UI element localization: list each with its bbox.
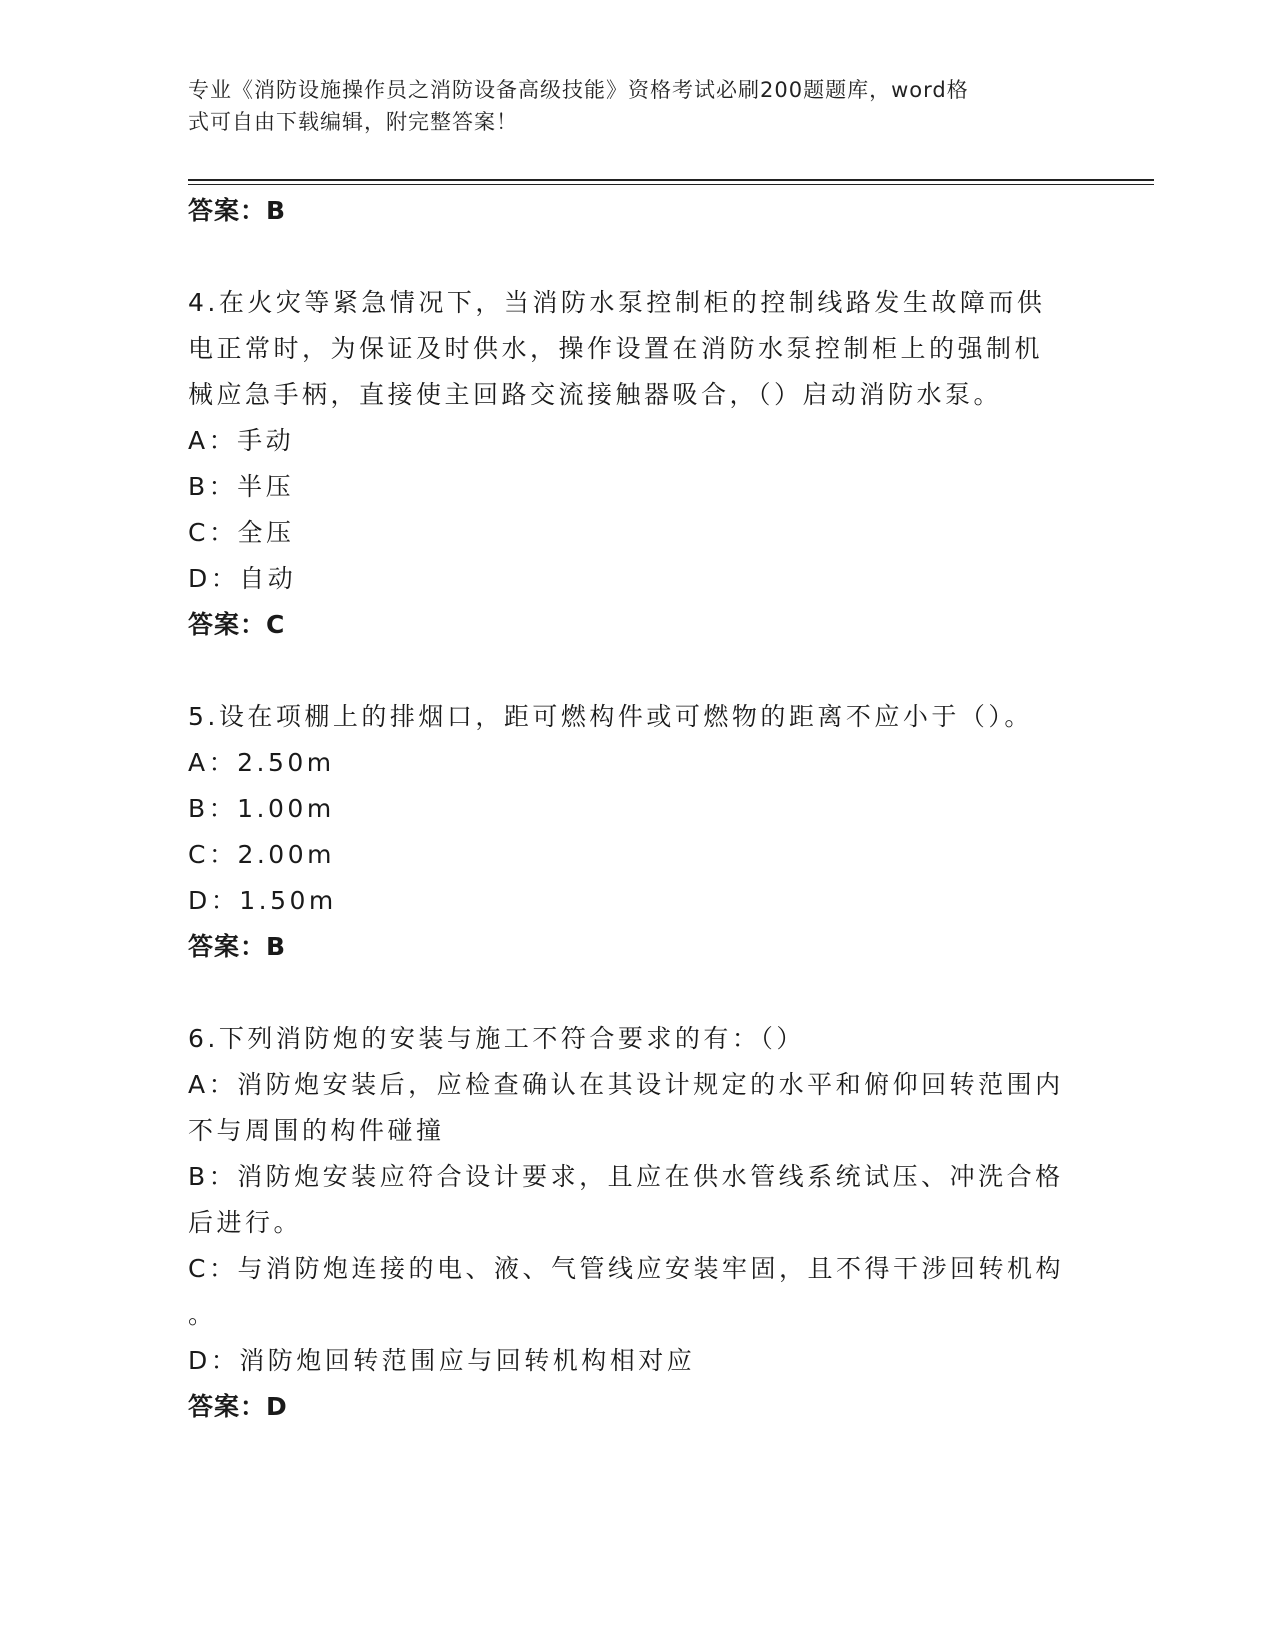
question-6-text: 6.下列消防炮的安装与施工不符合要求的有：（） [188, 1024, 805, 1053]
question-6-answer: 答案：D [188, 1392, 288, 1421]
question-5-option-b: B：1.00m [188, 794, 335, 823]
question-5-option-a: A：2.50m [188, 748, 335, 777]
question-6-option-b-line-1: B：消防炮安装应符合设计要求，且应在供水管线系统试压、冲洗合格 [188, 1162, 1064, 1191]
question-6-option-a-line-1: A：消防炮安装后，应检查确认在其设计规定的水平和俯仰回转范围内 [188, 1070, 1064, 1099]
header-divider-thin [188, 184, 1154, 185]
question-4-option-d: D：自动 [188, 564, 297, 593]
header-line-1: 专业《消防设施操作员之消防设备高级技能》资格考试必刷200题题库，word格 [188, 78, 969, 102]
question-6-option-a-line-2: 不与周围的构件碰撞 [188, 1116, 445, 1145]
header-line-2: 式可自由下载编辑，附完整答案！ [188, 110, 518, 134]
question-5-option-d: D：1.50m [188, 886, 337, 915]
spacer [188, 648, 1088, 694]
document-body [188, 188, 1088, 1430]
question-4-text-line-1: 4.在火灾等紧急情况下，当消防水泵控制柜的控制线路发生故障而供 [188, 288, 1046, 317]
header-divider-thick [188, 179, 1154, 181]
question-4-option-b: B：半压 [188, 472, 295, 501]
question-6-option-d: D：消防炮回转范围应与回转机构相对应 [188, 1346, 696, 1375]
question-4-option-c: C：全压 [188, 518, 295, 547]
question-4-answer: 答案：C [188, 610, 286, 639]
question-5-text: 5.设在项棚上的排烟口，距可燃构件或可燃物的距离不应小于（）。 [188, 702, 1033, 731]
question-4-text-line-2: 电正常时，为保证及时供水，操作设置在消防水泵控制柜上的强制机 [188, 334, 1044, 363]
document-header [188, 74, 1068, 138]
spacer [188, 234, 1088, 280]
question-5-answer: 答案：B [188, 932, 287, 961]
question-5 [188, 694, 1088, 970]
question-6 [188, 1016, 1088, 1430]
question-6-option-b-line-2: 后进行。 [188, 1208, 303, 1237]
question-4 [188, 280, 1088, 648]
question-6-option-c-line-1: C：与消防炮连接的电、液、气管线应安装牢固，且不得干涉回转机构 [188, 1254, 1064, 1283]
question-5-option-c: C：2.00m [188, 840, 335, 869]
spacer [188, 970, 1088, 1016]
question-4-option-a: A：手动 [188, 426, 295, 455]
question-6-option-c-line-2: 。 [188, 1300, 217, 1329]
answer-previous: 答案：B [188, 196, 287, 225]
question-4-text-line-3: 械应急手柄，直接使主回路交流接触器吸合，（）启动消防水泵。 [188, 380, 1003, 409]
